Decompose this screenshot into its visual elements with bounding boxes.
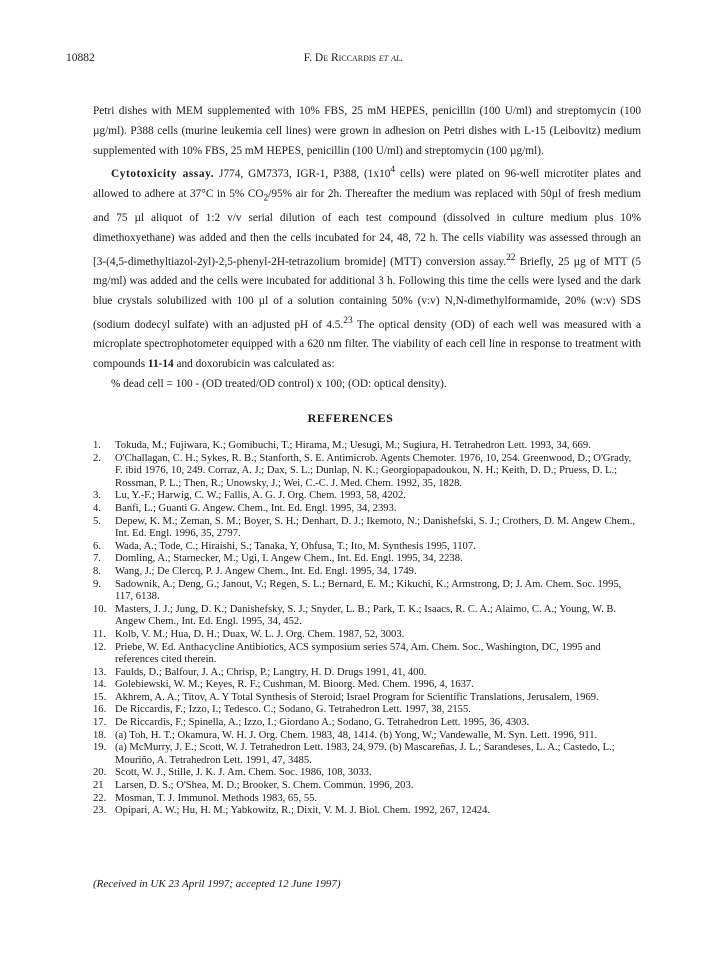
reference-number: 18. — [93, 729, 107, 741]
reference-item — [93, 629, 641, 642]
running-author — [66, 52, 641, 64]
reference-text: O'Challagan, C. H.; Sykes, R. B.; Stanforth, S. E. Antimicrob. Agents Chemoter. 1976, 10, 254. Greenwood, D.; O'Grady, F. ibid 1976, 10, 249. Corraz, A. J.; Dax, S. L.; Dunlap, N. K.; Georgiopapadoukou, N. H.; Keith, D. D.; Pruess, D. L.; Rossman, P. L.; Then, R.; Unowsky, J.; Wei, C.-C. J. Med. Chem. 1992, 35, 1828. — [115, 452, 632, 489]
reference-number: 22. — [93, 792, 107, 804]
received-accepted-note: (Received in UK 23 April 1997; accepted 12 June 1997) — [93, 878, 341, 890]
reference-text: Domling, A.; Starnecker, M.; Ugi, I. Angew Chem., Int. Ed. Engl. 1995, 34, 2238. — [115, 553, 463, 565]
compound-numbers: 11-14 — [147, 358, 174, 371]
reference-item — [93, 553, 641, 566]
subscript-2: 2 — [263, 193, 269, 204]
reference-text: Wang, J.; De Clercq, P. J. Angew Chem., Int. Ed. Engl. 1995, 34, 1749. — [115, 565, 417, 577]
references-heading: REFERENCES — [307, 411, 394, 425]
cyto-text-e: The optical density (OD) of each well was measured with a microplate spectrophotometer equipped with a 620 nm filter. The viability of each cell line in response to treatment with compounds — [93, 318, 641, 371]
reference-item — [93, 440, 641, 453]
reference-item — [93, 805, 641, 818]
reference-number: 3. — [93, 490, 101, 502]
reference-text: (a) McMurry, J. E.; Scott, W. J. Tetrahedron Lett. 1983, 24, 979. (b) Mascareñas, J. L.; Sarandeses, L. A.; Castedo, L.; Mouriño, A. Tetrahedron Lett. 1991, 47, 3485. — [115, 742, 615, 766]
reference-number: 15. — [93, 691, 107, 703]
running-head — [66, 52, 641, 68]
reference-item — [93, 503, 641, 516]
reference-text: Depew, K. M.; Zeman, S. M.; Boyer, S. H.; Denhart, D. J.; Ikemoto, N.; Danishefski, S. J.; Crothers, D. M. Angew Chem., Int. Ed. Engl. 1996, 35, 2797. — [115, 515, 635, 540]
reference-item — [93, 679, 641, 692]
reference-text: De Riccardis, F.; Spinella, A.; Izzo, I.; Giordano A.; Sodano, G. Tetrahedron Lett. 1995, 36, 4303. — [115, 717, 530, 729]
reference-item — [93, 579, 641, 604]
reference-number: 21 — [93, 780, 104, 792]
reference-number: 20. — [93, 767, 107, 779]
body-text — [93, 102, 641, 395]
reference-item — [93, 704, 641, 717]
references-list — [93, 440, 641, 818]
reference-item — [93, 541, 641, 554]
reference-text: Sadownik, A.; Deng, G.; Janout, V.; Regen, S. L.; Bernard, E. M.; Kikuchi, K.; Armstrong, D; J. Am. Chem. Soc. 1995, 117, 6138. — [115, 578, 622, 603]
reference-item — [93, 667, 641, 680]
reference-text: Akhrem, A. A.; Titov, A. Y Total Synthesis of Steroid; Israel Program for Scientific Translations, Jerusalem, 1969. — [115, 691, 599, 703]
reference-item — [93, 490, 641, 503]
ref-superscript-23: 23 — [343, 315, 353, 326]
reference-text: Mosman, T. J. Immunol. Methods 1983, 65, 55. — [115, 792, 318, 804]
reference-item — [93, 780, 641, 793]
page-number: 10882 — [66, 52, 95, 64]
reference-text: Tokuda, M.; Fujiwara, K.; Gomibuchi, T.; Hirama, M.; Uesugi, M.; Sugiura, H. Tetrahedron Lett. 1993, 34, 669. — [115, 440, 591, 451]
dead-cell-equation: % dead cell = 100 - (OD treated/OD control) x 100; (OD: optical density). — [111, 377, 447, 390]
paragraph-cytotoxicity — [93, 161, 641, 375]
reference-text: (a) Toh, H. T.; Okamura, W. H. J. Org. Chem. 1983, 48, 1414. (b) Yong, W.; Vandewalle, M. Syn. Lett. 1996, 911. — [115, 729, 598, 741]
reference-number: 6. — [93, 540, 101, 552]
reference-item — [93, 742, 641, 767]
reference-item — [93, 767, 641, 780]
cyto-text-c: /95% air for 2h. Thereafter the medium was replaced with 50µl of fresh medium and 75 µl aliquot of 1:2 v/v serial dilution of each test compound (dissolved in culture medium plus 10% dimethoxyethane) was added and then the cells incubated for 24, 48, 72 h. The cells viability was assessed through an [3-(4,5-dimethyltiazol-2yl)-2,5-phenyl-2H-tetrazolium bromide] (MTT) conversion assay. — [93, 187, 641, 268]
reference-item — [93, 642, 641, 667]
reference-text: Lu, Y.-F.; Harwig, C. W.; Fallis, A. G. J. Org. Chem. 1993, 58, 4202. — [115, 490, 406, 502]
reference-number: 10. — [93, 603, 107, 615]
reference-number: 12. — [93, 641, 107, 653]
reference-text: Banfi, L.; Guanti G. Angew. Chem., Int. Ed. Engl. 1995, 34, 2393. — [115, 502, 397, 514]
et-al: et al. — [376, 52, 404, 64]
reference-item — [93, 730, 641, 743]
cyto-text-d: Briefly, 25 µg of MTT (5 mg/ml) was added and the cells were incubated for additional 3 h. Following this time the cells were lysed and the dark blue crystals solubilized with 100 µl of a solution containing 50% (v:v) N,N-dimethylformamide, 20% (w:v) SDS (sodium dodecyl sulfate) with an adjusted pH of 4.5. — [93, 255, 641, 331]
reference-text: Masters, J. J.; Jung, D. K.; Danishefsky, S. J.; Snyder, L. B.; Park, T. K.; Isaacs, R. C. A.; Alaimo, C. A.; Young, W. B. Angew Chem., Int. Ed. Engl. 1995, 34, 452. — [115, 603, 617, 628]
reference-number: 14. — [93, 679, 107, 691]
superscript-4: 4 — [390, 165, 396, 176]
reference-item — [93, 516, 641, 541]
reference-number: 19. — [93, 742, 107, 754]
reference-number: 9. — [93, 578, 101, 590]
reference-text: De Riccardis, F.; Izzo, I.; Tedesco. C.; Sodano, G. Tetrahedron Lett. 1997, 38, 2155. — [115, 704, 471, 716]
reference-item — [93, 717, 641, 730]
reference-number: 5. — [93, 515, 101, 527]
reference-number: 1. — [93, 440, 101, 451]
reference-number: 2. — [93, 452, 101, 464]
reference-text: Scott, W. J., Stille, J. K. J. Am. Chem. Soc. 1986, 108, 3033. — [115, 767, 372, 779]
cyto-text-a: J774, GM7373, IGR-1, P388, (1x10 — [214, 168, 391, 181]
reference-text: Golebiewski, W. M.; Keyes, R. F.; Cushman, M. Bioorg. Med. Chem. 1996, 4, 1637. — [115, 679, 474, 691]
reference-text: Wada, A.; Tode, C.; Hiraishi, S.; Tanaka, Y, Ohfusa, T.; Ito, M. Synthesis 1995, 1107. — [115, 540, 476, 552]
paragraph-cell-culture: Petri dishes with MEM supplemented with 10% FBS, 25 mM HEPES, penicillin (100 U/ml) and streptomycin (100 µg/ml). P388 cells (murine leukemia cell lines) were grown in adhesion on Petri dishes with L-15 (Leibovitz) medium supplemented with 10% FBS, 25 mM HEPES, penicillin (100 U/ml) and streptomycin (100 µg/ml). — [93, 105, 641, 157]
reference-item — [93, 793, 641, 806]
reference-text: Kolb, V. M.; Hua, D. H.; Duax, W. L. J. Org. Chem. 1987, 52, 3003. — [115, 628, 405, 640]
reference-number: 17. — [93, 717, 107, 729]
cyto-text-f: and doxorubicin was calculated as: — [173, 358, 335, 371]
section-heading-cytotoxicity: Cytotoxicity assay. — [111, 168, 215, 181]
reference-text: Priebe, W. Ed. Anthacycline Antibiotics, ACS symposium series 574, Am. Chem. Soc., Washington, DC, 1995 and references cited therein. — [115, 641, 601, 666]
ref-superscript-22: 22 — [506, 252, 516, 263]
reference-item — [93, 692, 641, 705]
reference-number: 7. — [93, 553, 101, 565]
reference-number: 23. — [93, 805, 107, 817]
reference-item — [93, 566, 641, 579]
reference-item — [93, 604, 641, 629]
reference-text: Faulds, D.; Balfour, J. A.; Chrisp, P.; Langtry, H. D. Drugs 1991, 41, 400. — [115, 666, 427, 678]
reference-number: 8. — [93, 565, 101, 577]
reference-text: Larsen, D. S.; O'Shea, M. D.; Brooker, S. Chem. Commun. 1996, 203. — [115, 780, 414, 792]
author-name: F. De Riccardis — [303, 52, 376, 64]
reference-number: 16. — [93, 704, 107, 716]
reference-item — [93, 453, 641, 491]
reference-number: 4. — [93, 502, 101, 514]
reference-number: 13. — [93, 666, 107, 678]
reference-text: Opipari, A. W.; Hu, H. M.; Yabkowitz, R.; Dixit, V. M. J. Biol. Chem. 1992, 267, 12424. — [115, 805, 491, 817]
reference-number: 11. — [93, 628, 106, 640]
cyto-text-b: cells) were plated on 96-well microtiter plates and allowed to adhere at 37°C in 5% CO — [93, 168, 642, 200]
